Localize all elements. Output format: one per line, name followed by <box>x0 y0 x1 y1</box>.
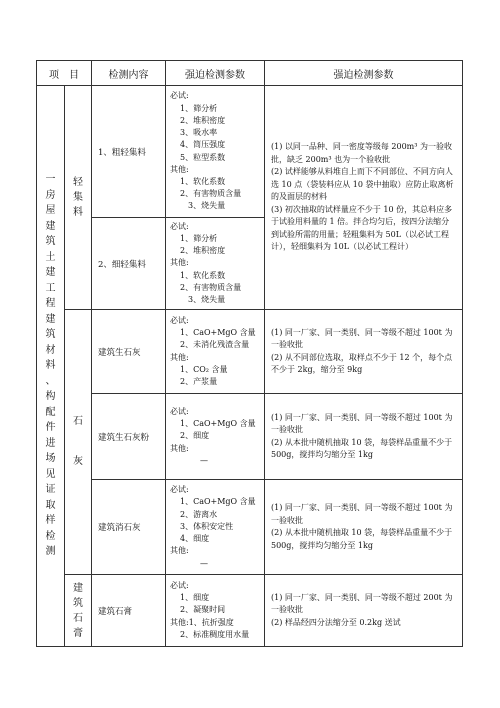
param-line: 其他: <box>170 164 189 174</box>
table-row <box>37 86 463 218</box>
req-line: (1) 以同一品种、同一密度等级每 200m³ 为一验收批，缺乏 200m³ 也为一个验收批 <box>271 142 453 164</box>
header-requirements: 强迫检测参数 <box>265 61 463 86</box>
document-page <box>36 60 462 647</box>
group-gypsum <box>65 575 92 647</box>
param-line: 2、凝聚时间 <box>180 605 226 615</box>
header-item: 项 目 <box>37 61 92 86</box>
requirements-light-aggregate <box>265 86 463 310</box>
param-line: 其他: <box>170 546 189 556</box>
params-coarse <box>166 86 265 218</box>
param-line: 2、标准稠度用水量 <box>180 629 250 639</box>
req-line: (3) 初次抽取的试样量应不少于 10 份，其总料应多于试验用料量的 1 倍。拌合均匀后，按四分法缩分到试验所需的用量；轻粗集料为 50L（以必试工程计），轻细集料为 10L（以必试工程计） <box>271 204 453 252</box>
param-line: 3、烧失量 <box>188 201 226 211</box>
requirements-quicklime <box>265 310 463 394</box>
requirements-lime-powder <box>265 394 463 480</box>
param-line: 必试: <box>170 91 189 101</box>
param-line: 2、有害物质含量 <box>180 189 242 199</box>
param-line: 4、细度 <box>180 534 210 544</box>
param-line: 2、游离水 <box>180 509 218 519</box>
table-row <box>37 575 463 647</box>
param-line: 2、堆积密度 <box>180 115 226 125</box>
table-row <box>37 310 463 394</box>
params-fine <box>166 218 265 310</box>
param-line: 1、软化系数 <box>180 270 226 280</box>
param-line: 5、粒型系数 <box>180 152 226 162</box>
param-line: 1、CO₂ 含量 <box>180 364 228 374</box>
inspection-table <box>36 60 463 647</box>
param-line: 1、筛分析 <box>180 103 218 113</box>
category-label: 一 房 屋 建 筑 土 建 工 程 建 筑 材 料 、 构 配 件 进 场 见 证 取 样 检 测 <box>45 174 56 558</box>
group-label: 石 灰 <box>73 416 83 467</box>
param-line: 1、CaO+MgO 含量 <box>180 328 256 338</box>
requirements-gypsum <box>265 575 463 647</box>
req-line: (1) 同一厂家、同一类别、同一等级不超过 100t 为一验收批 <box>271 327 453 349</box>
req-line: (2) 试样能够从料堆自上而下不同部位、不同方向人选 10 点（袋装料应从 10 袋中抽取）应防止取离析的及面层的材料 <box>271 167 454 202</box>
param-line: 1、细度 <box>180 593 210 603</box>
param-line: 3、体积安定性 <box>180 521 234 531</box>
group-label: 建 筑 石 膏 <box>73 582 83 639</box>
param-line: 2、未消化残渣含量 <box>180 340 250 350</box>
param-line: 1、CaO+MgO 含量 <box>180 497 256 507</box>
param-line: 1、软化系数 <box>180 176 226 186</box>
param-line: 3、吸水率 <box>180 128 218 138</box>
param-line: 1、CaO+MgO 含量 <box>180 419 256 429</box>
req-line: (1) 同一厂家、同一类别、同一等级不超过 100t 为一验收批 <box>271 412 453 434</box>
req-line: (1) 同一厂家、同一类别、同一等级不超过 200t 为一验收批 <box>271 592 453 615</box>
param-line: 必试: <box>170 315 189 325</box>
item-lime-powder: 建筑生石灰粉 <box>92 394 166 480</box>
req-line: (2) 从本批中随机抽取 10 袋，每袋样品重量不少于 500g，搅拌均匀缩分至 1kg <box>271 528 453 550</box>
header-params: 强迫检测参数 <box>166 61 265 86</box>
param-line: 其他: <box>170 258 189 268</box>
item-hydrated-lime: 建筑消石灰 <box>92 480 166 575</box>
param-line: 其他: <box>170 443 189 453</box>
param-line: 2、产浆量 <box>180 376 218 386</box>
requirements-hydrated-lime <box>265 480 463 575</box>
header-content: 检测内容 <box>92 61 166 86</box>
table-header-row <box>37 61 463 86</box>
group-light-aggregate <box>65 86 92 310</box>
param-line: 1、筛分析 <box>180 233 218 243</box>
table-row <box>37 394 463 480</box>
param-line: 2、堆积密度 <box>180 246 226 256</box>
param-line: 必试: <box>170 406 189 416</box>
params-lime-powder <box>166 394 265 480</box>
param-line: 2、细度 <box>180 431 210 441</box>
param-line: 3、烧失量 <box>188 295 226 304</box>
group-label: 轻 集 料 <box>73 177 83 218</box>
params-quicklime <box>166 310 265 394</box>
param-line: — <box>200 455 208 465</box>
param-line: 2、有害物质含量 <box>180 282 242 292</box>
item-gypsum: 建筑石膏 <box>92 575 166 647</box>
param-line: — <box>200 558 208 568</box>
item-coarse: 1、粗轻集料 <box>92 86 166 218</box>
table-row <box>37 480 463 575</box>
item-quicklime: 建筑生石灰 <box>92 310 166 394</box>
param-line: 4、筒压强度 <box>180 140 226 150</box>
param-line: 必试: <box>170 580 189 590</box>
req-line: (2) 样品经四分法缩分至 0.2kg 送试 <box>271 617 401 627</box>
param-line: 必试: <box>170 485 189 495</box>
req-line: (2) 从本批中随机抽取 10 袋，每袋样品重量不少于 500g，搅拌均匀缩分至 1kg <box>271 437 453 459</box>
group-lime <box>65 310 92 575</box>
req-line: (2) 从不同部位选取，取样点不少于 12 个，每个点不少于 2kg，缩分至 9kg <box>271 352 453 374</box>
param-line: 其他: <box>170 352 189 362</box>
param-line: 必试: <box>170 221 189 231</box>
params-hydrated-lime <box>166 480 265 575</box>
param-line: 其他:1、抗折强度 <box>170 617 234 627</box>
category-cell <box>37 86 65 647</box>
item-fine: 2、细轻集料 <box>92 218 166 310</box>
params-gypsum <box>166 575 265 647</box>
req-line: (1) 同一厂家、同一类别、同一等级不超过 100t 为一验收批 <box>271 503 453 525</box>
